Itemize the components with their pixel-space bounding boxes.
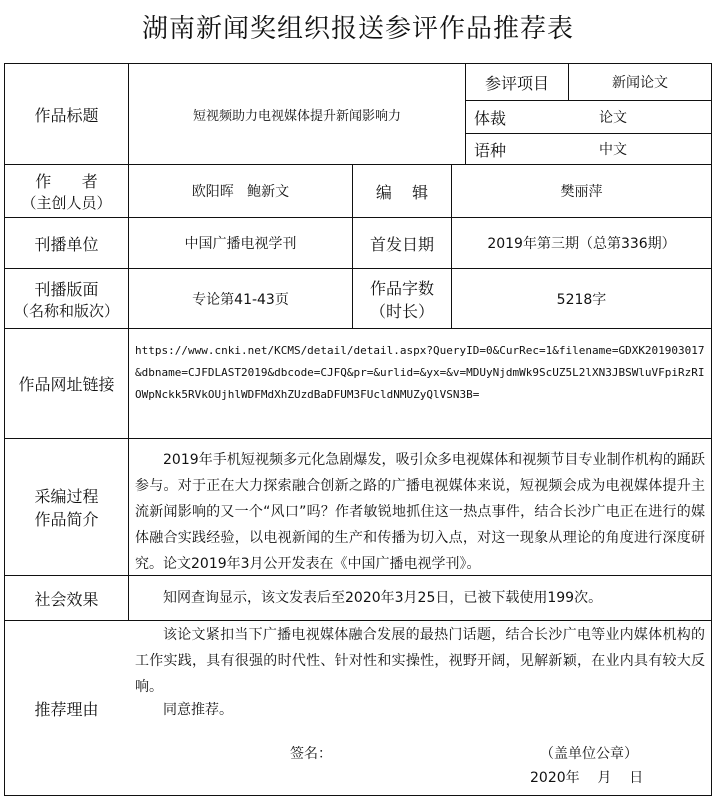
label-process-line1: 采编过程 (34, 487, 99, 506)
value-process: 2019年手机短视频多元化急剧爆发，吸引众多电视媒体和视频节目专业制作机构的踊跃参与。对于正在大力探索融合创新之路的广播电视媒体来说，短视频会成为电视媒体提升主流新闻影响的又一个“风口”吗？作者敏锐地抓住这一热点事件，结合长沙广电正在进行的媒体融合实践经验，以电视新闻的生产和传播为切入点，对这一现象从理论的角度进行深度研究。论文2019年3月公开发表在《中国广播电视学刊》。 (135, 452, 705, 572)
label-url: 作品网址链接 (18, 375, 115, 394)
value-publisher: 中国广播电视学刊 (184, 236, 297, 252)
work-url-link[interactable]: https://www.cnki.net/KCMS/detail/detail.aspx?QueryID=0&CurRec=1&filename=GDXK201903017&dbname=CJFDLAST2019&dbcode=CJFQ&pr=&urlid=&yx=&v=MDUyNjdmWk9ScUZ5L2lXN3JBSWluVFpiRzRIOWpNckk5RVkOUjhlWDFMdXhZUzdBaDFUM3FUcldNMUZyQlVSN3B= (135, 344, 705, 401)
label-publisher: 刊播单位 (34, 234, 99, 254)
value-work-title: 短视频助力电视媒体提升新闻影响力 (192, 108, 401, 124)
date-label: 2020年 月 日 (530, 770, 644, 786)
label-work-title: 作品标题 (34, 105, 99, 125)
label-category: 参评项目 (484, 73, 549, 93)
value-first-date: 2019年第三期（总第336期） (487, 236, 676, 252)
value-genre: 论文 (599, 110, 627, 126)
label-author-line2: （主创人员） (21, 194, 112, 212)
label-language: 语种 (473, 140, 506, 160)
label-effect: 社会效果 (34, 589, 99, 609)
stamp-label: （盖单位公章） (540, 746, 638, 762)
value-layout: 专论第41-43页 (192, 291, 289, 308)
label-author-line1: 作 者 (35, 172, 98, 191)
label-genre: 体裁 (473, 108, 506, 128)
signature-label: 签名： (290, 746, 332, 762)
label-process (5, 439, 128, 575)
value-wordcount: 5218字 (556, 291, 607, 308)
page-title: 湖南新闻奖组织报送参评作品推荐表 (141, 14, 574, 44)
value-effect: 知网查询显示，该文发表后至2020年3月25日，已被下载使用199次。 (163, 590, 603, 606)
label-layout-line2: （名称和版次） (13, 301, 119, 320)
value-authors: 欧阳晖 鲍新文 (191, 184, 290, 200)
label-wordcount (353, 269, 451, 328)
label-reason: 推荐理由 (34, 699, 99, 719)
label-layout-line1: 刊播版面 (34, 279, 99, 299)
value-reason: 该论文紧扣当下广播电视媒体融合发展的最热门话题，结合长沙广电等业内媒体机构的工作实践，具有很强的时代性、针对性和实操性，视野开阔，见解新颖，在业内具有较大反响。 (135, 627, 705, 695)
label-wordcount-line1: 作品字数 (369, 278, 434, 298)
value-editor: 樊丽萍 (560, 184, 603, 200)
value-agree: 同意推荐。 (163, 702, 233, 718)
label-layout (5, 269, 128, 328)
label-process-line2: 作品简介 (34, 510, 99, 529)
label-first-date: 首发日期 (369, 234, 434, 254)
value-category: 新闻论文 (612, 75, 668, 91)
label-wordcount-line2: （时长） (369, 301, 434, 321)
label-author (5, 165, 128, 217)
label-editor: 编 辑 (375, 182, 429, 202)
value-language: 中文 (599, 142, 627, 158)
